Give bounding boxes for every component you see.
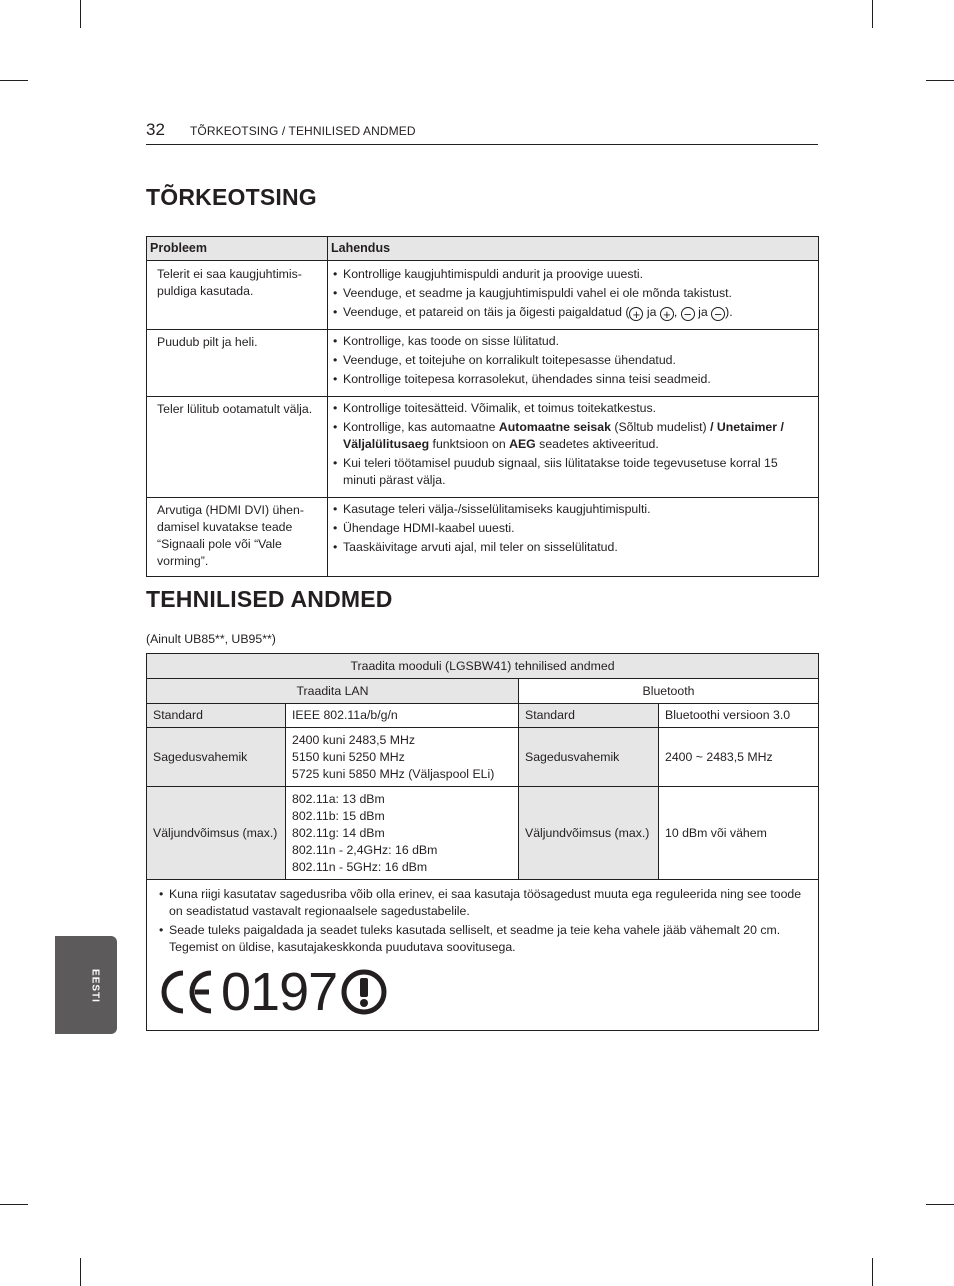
notified-body-number: 0197	[221, 962, 338, 1022]
setting-name: Automaatne seisak	[498, 420, 611, 434]
list-item: • Kui teleri töötamisel puudub signaal, siis lülitatakse toide tegevusetuse korral 15 minuti pärast välja.	[332, 455, 812, 489]
table-row	[147, 330, 819, 397]
column-header-problem: Probleem	[147, 237, 328, 261]
spec-value	[286, 787, 519, 880]
list-item: • Kuna riigi kasutatav sagedusriba võib olla erinev, ei saa kasutaja töösagedust muuta ega reguleerida ning see toode on seadistatud vastavalt regionaalsele sagedustabelile.	[157, 886, 808, 920]
crop-mark	[872, 0, 873, 28]
list-item	[332, 419, 812, 453]
table-row	[147, 261, 819, 330]
table-row	[147, 397, 819, 498]
spec-line: 802.11g: 14 dBm	[292, 825, 385, 840]
spec-value: 2400 ~ 2483,5 MHz	[659, 728, 819, 787]
tech-specs-title: TEHNILISED ANDMED	[146, 586, 393, 612]
running-title: TÕRKEOTSING / TEHNILISED ANDMED	[190, 124, 416, 138]
troubleshooting-table	[146, 236, 819, 577]
spec-value: Bluetoothi versioon 3.0	[659, 704, 819, 728]
battery-plus-icon: +	[660, 307, 674, 321]
solution-text: Kontrollige, kas automaatne	[343, 420, 499, 434]
spec-label: Sagedusvahemik	[519, 728, 659, 787]
spec-line: 802.11n - 2,4GHz: 16 dBm	[292, 842, 438, 857]
list-item: • Seade tuleks paigaldada ja seadet tuleks kasutada selliselt, et seadme ja teie keha vahele jääb vähemalt 20 cm. Tegemist on üldise, kasutajakeskkonda puudutava soovitusega.	[157, 922, 808, 956]
battery-text: ja	[694, 305, 712, 319]
table-row	[147, 704, 819, 728]
language-tab-label: EESTI	[89, 969, 101, 1003]
setting-name: AEG	[509, 437, 536, 451]
spec-line: 5725 kuni 5850 MHz (Väljaspool ELi)	[292, 766, 495, 781]
list-item	[332, 304, 812, 321]
solution-text: (Sõltub mudelist)	[610, 420, 711, 434]
spec-label: Sagedusvahemik	[147, 728, 286, 787]
problem-cell: Telerit ei saa kaugjuhtimis-puldiga kasutada.	[147, 261, 328, 330]
solution-text: seadetes aktiveeritud.	[535, 437, 659, 451]
battery-text: ,	[673, 305, 681, 319]
crop-mark	[872, 1258, 873, 1286]
troubleshooting-title: TÕRKEOTSING	[146, 184, 317, 210]
solution-cell	[328, 498, 819, 577]
bluetooth-header: Bluetooth	[519, 679, 819, 704]
battery-plus-icon: +	[629, 307, 643, 321]
spec-line: 5150 kuni 5250 MHz	[292, 749, 405, 764]
crop-mark	[926, 80, 954, 81]
setting-name: / Unetaimer / Väljalülitusaeg	[343, 420, 784, 451]
crop-mark	[0, 80, 28, 81]
notes-row	[147, 880, 819, 1031]
battery-text: ja	[643, 305, 660, 319]
table-row	[147, 787, 819, 880]
list-item: • Veenduge, et seadme ja kaugjuhtimispuldi vahel ei ole mõnda takistust.	[332, 285, 812, 302]
spec-line: 802.11a: 13 dBm	[292, 791, 385, 806]
solution-cell	[328, 330, 819, 397]
problem-cell: Puudub pilt ja heli.	[147, 330, 328, 397]
solution-cell	[328, 261, 819, 330]
table-row	[147, 728, 819, 787]
notes-cell	[147, 880, 819, 1031]
solution-cell	[328, 397, 819, 498]
spec-label: Väljundvõimsus (max.)	[147, 787, 286, 880]
list-item: • Kontrollige toitepesa korrasolekut, ühendades sinna teisi seadmeid.	[332, 371, 812, 388]
battery-text: Veenduge, et patareid on täis ja õigesti paigaldatud (	[343, 305, 630, 319]
wlan-header: Traadita LAN	[147, 679, 519, 704]
models-note: (Ainult UB85**, UB95**)	[146, 632, 276, 646]
list-item: • Veenduge, et toitejuhe on korralikult toitepesasse ühendatud.	[332, 352, 812, 369]
problem-cell: Arvutiga (HDMI DVI) ühen-damisel kuvatakse teade “Signaali pole või “Vale vorming”.	[147, 498, 328, 577]
table-header-row	[147, 237, 819, 261]
spec-line: 802.11n - 5GHz: 16 dBm	[292, 859, 428, 874]
language-tab	[55, 936, 117, 1034]
alert-class-icon	[341, 969, 387, 1015]
tech-specs-table	[146, 653, 819, 1031]
ce-marking	[157, 964, 808, 1020]
spec-line: 2400 kuni 2483,5 MHz	[292, 732, 416, 747]
list-item: • Ühendage HDMI-kaabel uuesti.	[332, 520, 812, 537]
crop-mark	[80, 1258, 81, 1286]
spec-label: Standard	[519, 704, 659, 728]
battery-text: ).	[725, 305, 733, 319]
problem-cell: Teler lülitub ootamatult välja.	[147, 397, 328, 498]
spec-label: Väljundvõimsus (max.)	[519, 787, 659, 880]
page-number: 32	[146, 120, 165, 139]
list-item: • Taaskäivitage arvuti ajal, mil teler on sisselülitatud.	[332, 539, 812, 556]
list-item: • Kontrollige toitesätteid. Võimalik, et toimus toitekatkestus.	[332, 400, 812, 417]
crop-mark	[926, 1204, 954, 1205]
ce-mark-icon	[157, 969, 215, 1015]
column-header-solution: Lahendus	[328, 237, 819, 261]
list-item: • Kontrollige kaugjuhtimispuldi andurit ja proovige uuesti.	[332, 266, 812, 283]
spec-line: 802.11b: 15 dBm	[292, 808, 385, 823]
crop-mark	[80, 0, 81, 28]
battery-minus-icon: −	[711, 307, 725, 321]
group-header-row	[147, 679, 819, 704]
header-rule	[146, 144, 818, 145]
table-title: Traadita mooduli (LGSBW41) tehnilised andmed	[147, 654, 819, 679]
solution-text: funktsioon on	[429, 437, 510, 451]
spec-label: Standard	[147, 704, 286, 728]
spec-value	[286, 704, 519, 728]
list-item: • Kasutage teleri välja-/sisselülitamiseks kaugjuhtimispulti.	[332, 501, 812, 518]
spec-value	[286, 728, 519, 787]
list-item: • Kontrollige, kas toode on sisse lülitatud.	[332, 333, 812, 350]
crop-mark	[0, 1204, 28, 1205]
table-title-row	[147, 654, 819, 679]
table-row	[147, 498, 819, 577]
spec-line: IEEE 802.11a/b/g/n	[292, 708, 398, 722]
spec-value: 10 dBm või vähem	[659, 787, 819, 880]
battery-minus-icon: −	[681, 307, 695, 321]
